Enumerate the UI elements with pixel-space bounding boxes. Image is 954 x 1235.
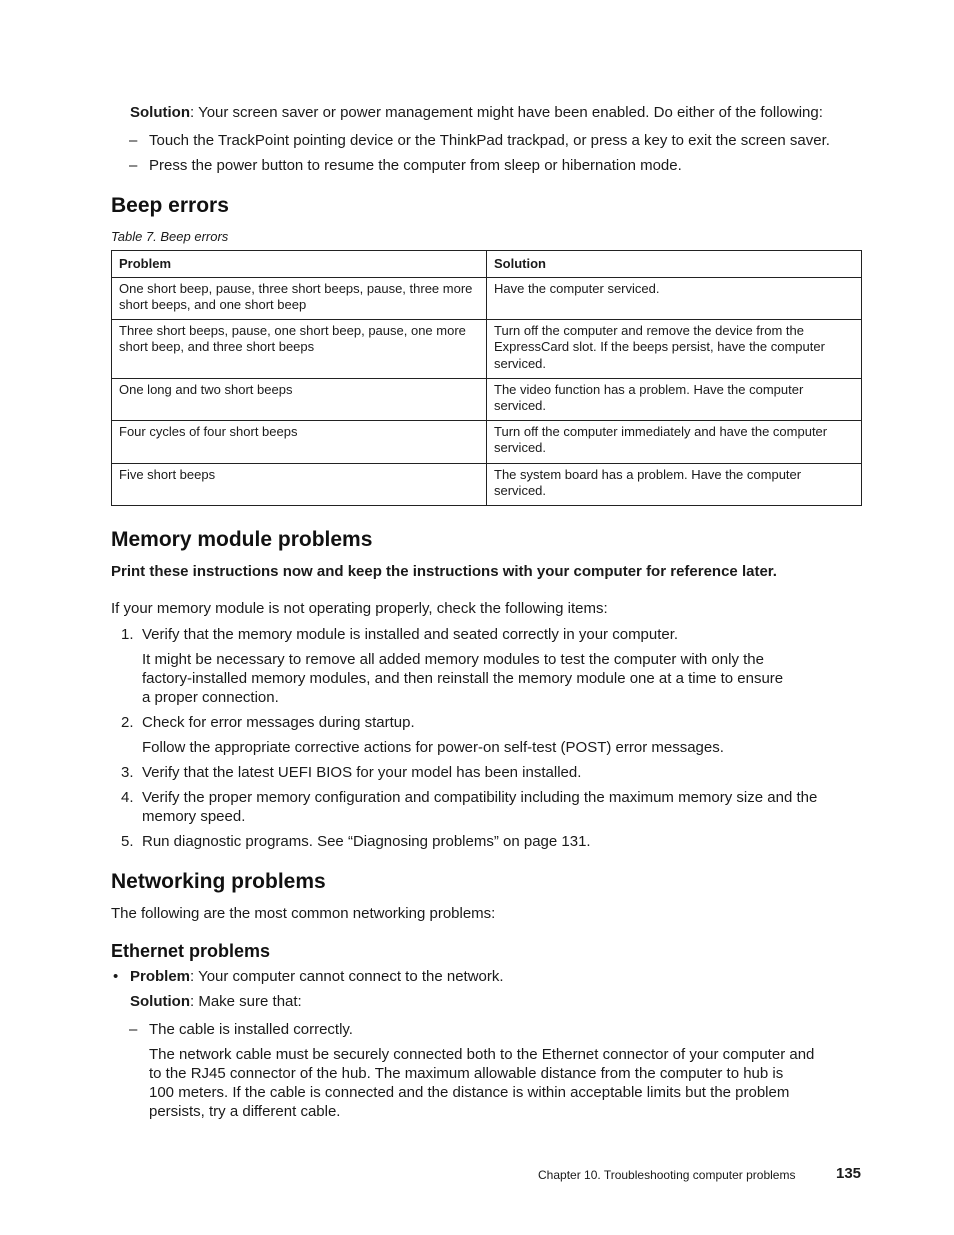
list-number: 4.	[121, 789, 134, 806]
ethernet-detail: to the RJ45 connector of the hub. The maximum allowable distance from the computer to hub is	[149, 1065, 784, 1082]
ethernet-detail: The network cable must be securely connected both to the Ethernet connector of your computer and	[149, 1046, 815, 1063]
ethernet-heading: Ethernet problems	[111, 941, 271, 961]
solution-cell: Turn off the computer immediately and have the computer serviced.	[487, 420, 862, 463]
list-number: 5.	[121, 833, 134, 850]
column-header-problem: Problem	[112, 251, 487, 278]
problem-text: : Your computer cannot connect to the network.	[190, 968, 504, 985]
memory-item-2: Check for error messages during startup.	[142, 714, 415, 731]
memory-item-2-detail: Follow the appropriate corrective actions for power-on self-test (POST) error messages.	[142, 739, 724, 756]
memory-item-1: Verify that the memory module is installed and seated correctly in your computer.	[142, 626, 679, 643]
solution-cell: Turn off the computer and remove the device from the ExpressCard slot. If the beeps persist, have the computer serviced.	[487, 319, 862, 378]
networking-heading: Networking problems	[111, 870, 326, 893]
memory-item-1-detail: factory-installed memory modules, and then reinstall the memory module one at a time to ensure	[142, 670, 784, 687]
intro-bullet-2: Press the power button to resume the computer from sleep or hibernation mode.	[149, 157, 682, 174]
problem-cell: Five short beeps	[112, 463, 487, 505]
memory-intro: If your memory module is not operating properly, check the following items:	[111, 600, 608, 617]
table-header-row	[112, 251, 862, 278]
table-row	[112, 277, 862, 319]
table-caption: Table 7. Beep errors	[111, 229, 229, 244]
memory-item-1-detail: a proper connection.	[142, 689, 279, 706]
solution-cell: The video function has a problem. Have the computer serviced.	[487, 378, 862, 420]
problem-cell: Three short beeps, pause, one short beep, pause, one more short beep, and three short beeps	[112, 319, 487, 378]
memory-item-4: Verify the proper memory configuration and compatibility including the maximum memory size and the	[142, 789, 818, 806]
memory-item-1-detail: It might be necessary to remove all added memory modules to test the computer with only the	[142, 651, 764, 668]
ethernet-solution	[130, 992, 302, 1011]
memory-bold-note: Print these instructions now and keep the instructions with your computer for reference later.	[111, 563, 777, 580]
list-number: 1.	[121, 626, 134, 643]
dash-marker: –	[129, 1021, 138, 1038]
solution-label: Solution	[130, 993, 190, 1010]
table-row	[112, 319, 862, 378]
problem-cell: One short beep, pause, three short beeps, pause, three more short beeps, and one short beep	[112, 277, 487, 319]
solution-cell: The system board has a problem. Have the computer serviced.	[487, 463, 862, 505]
bullet-marker: •	[113, 968, 119, 985]
memory-item-3: Verify that the latest UEFI BIOS for your model has been installed.	[142, 764, 582, 781]
column-header-solution: Solution	[487, 251, 862, 278]
intro-solution	[130, 103, 823, 122]
list-number: 2.	[121, 714, 134, 731]
problem-cell: Four cycles of four short beeps	[112, 420, 487, 463]
table-row	[112, 378, 862, 420]
networking-intro: The following are the most common networking problems:	[111, 905, 496, 922]
beep-errors-heading: Beep errors	[111, 194, 229, 217]
table-row	[112, 463, 862, 505]
dash-marker: –	[129, 157, 138, 174]
solution-label: Solution	[130, 104, 190, 121]
dash-marker: –	[129, 132, 138, 149]
solution-text: : Your screen saver or power management might have been enabled. Do either of the following:	[190, 104, 823, 121]
ethernet-detail: 100 meters. If the cable is connected and the distance is within acceptable limits but the problem	[149, 1084, 790, 1101]
ethernet-dash-item: The cable is installed correctly.	[149, 1021, 353, 1038]
problem-label: Problem	[130, 968, 191, 985]
memory-heading: Memory module problems	[111, 528, 373, 551]
table-row	[112, 420, 862, 463]
memory-item-4-cont: memory speed.	[142, 808, 246, 825]
problem-cell: One long and two short beeps	[112, 378, 487, 420]
ethernet-detail: persists, try a different cable.	[149, 1103, 341, 1120]
solution-text: : Make sure that:	[190, 993, 302, 1010]
list-number: 3.	[121, 764, 134, 781]
intro-bullet-1: Touch the TrackPoint pointing device or the ThinkPad trackpad, or press a key to exit the screen saver.	[149, 132, 830, 149]
page-number: 135	[836, 1165, 862, 1182]
beep-errors-table	[111, 250, 862, 506]
solution-cell: Have the computer serviced.	[487, 277, 862, 319]
memory-item-5: Run diagnostic programs. See “Diagnosing problems” on page 131.	[142, 833, 591, 850]
ethernet-problem	[130, 967, 504, 986]
footer-chapter: Chapter 10. Troubleshooting computer problems	[538, 1168, 796, 1182]
